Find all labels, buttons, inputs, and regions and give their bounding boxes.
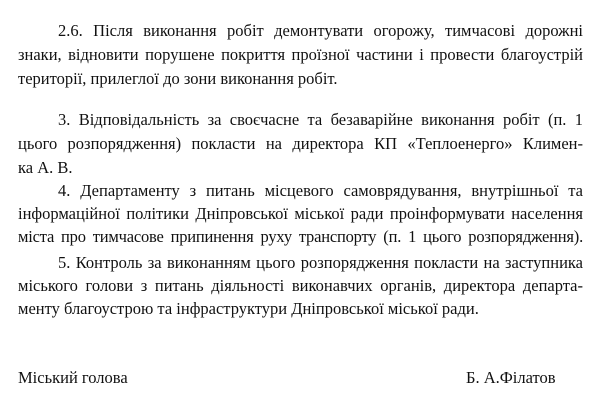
text-line: менту благоустрою та інфраструктури Дніпровської міської ради. [18,299,479,318]
text-line: цього розпорядження) покласти на директора КП «Теплоенерго» Климен- [18,134,583,153]
text-line: міського голови з питань діяльності виконавчих органів, директора департа- [18,276,583,295]
text-line: ка А. В. [18,158,73,177]
text-line: знаки, відновити порушене покриття проїзної частини і провести благоустрій [18,45,583,64]
text-line: 5. Контроль за виконанням цього розпорядження покласти на заступника [58,253,583,272]
signatory-name: Б. А.Філатов [466,368,556,387]
text-line: території, прилеглої до зони виконання робіт. [18,69,338,88]
text-line: 3. Відповідальність за своєчасне та безаварійне виконання робіт (п. 1 [58,110,583,129]
text-line: інформаційної політики Дніпровської міської ради проінформувати населення [18,204,583,223]
text-line: міста про тимчасове припинення руху транспорту (п. 1 цього розпорядження). [18,227,583,246]
text-line: 4. Департаменту з питань місцевого самоврядування, внутрішньої та [58,181,583,200]
signatory-position: Міський голова [18,368,128,387]
text-line: 2.6. Після виконання робіт демонтувати огорожу, тимчасові дорожні [58,21,583,40]
